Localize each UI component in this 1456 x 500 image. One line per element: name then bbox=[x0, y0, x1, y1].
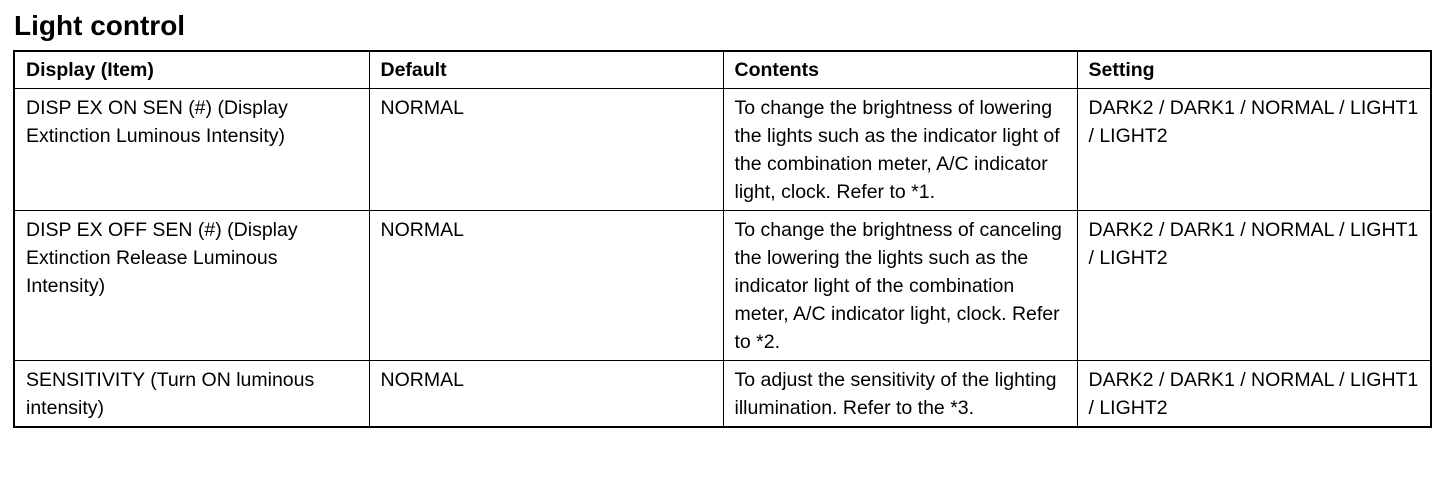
light-control-table bbox=[13, 50, 1432, 428]
cell-contents: To change the brightness of lowering the lights such as the indicator light of the combination meter, A/C indicator light, clock. Refer to *1. bbox=[723, 89, 1077, 211]
table-row bbox=[14, 89, 1431, 211]
cell-setting: DARK2 / DARK1 / NORMAL / LIGHT1 / LIGHT2 bbox=[1077, 361, 1431, 428]
cell-display-item: DISP EX ON SEN (#) (Display Extinction Luminous Intensity) bbox=[14, 89, 369, 211]
column-header-display-item: Display (Item) bbox=[14, 51, 369, 89]
cell-setting: DARK2 / DARK1 / NORMAL / LIGHT1 / LIGHT2 bbox=[1077, 211, 1431, 361]
table-row bbox=[14, 211, 1431, 361]
table-header-row bbox=[14, 51, 1431, 89]
table-row bbox=[14, 361, 1431, 428]
cell-setting: DARK2 / DARK1 / NORMAL / LIGHT1 / LIGHT2 bbox=[1077, 89, 1431, 211]
cell-display-item: DISP EX OFF SEN (#) (Display Extinction Release Luminous Intensity) bbox=[14, 211, 369, 361]
cell-default: NORMAL bbox=[369, 89, 723, 211]
column-header-default: Default bbox=[369, 51, 723, 89]
column-header-contents: Contents bbox=[723, 51, 1077, 89]
column-header-setting: Setting bbox=[1077, 51, 1431, 89]
cell-display-item: SENSITIVITY (Turn ON luminous intensity) bbox=[14, 361, 369, 428]
cell-default: NORMAL bbox=[369, 361, 723, 428]
cell-contents: To change the brightness of canceling the lowering the lights such as the indicator light of the combination meter, A/C indicator light, clock. Refer to *2. bbox=[723, 211, 1077, 361]
page-title: Light control bbox=[14, 10, 186, 41]
cell-contents: To adjust the sensitivity of the lighting illumination. Refer to the *3. bbox=[723, 361, 1077, 428]
cell-default: NORMAL bbox=[369, 211, 723, 361]
